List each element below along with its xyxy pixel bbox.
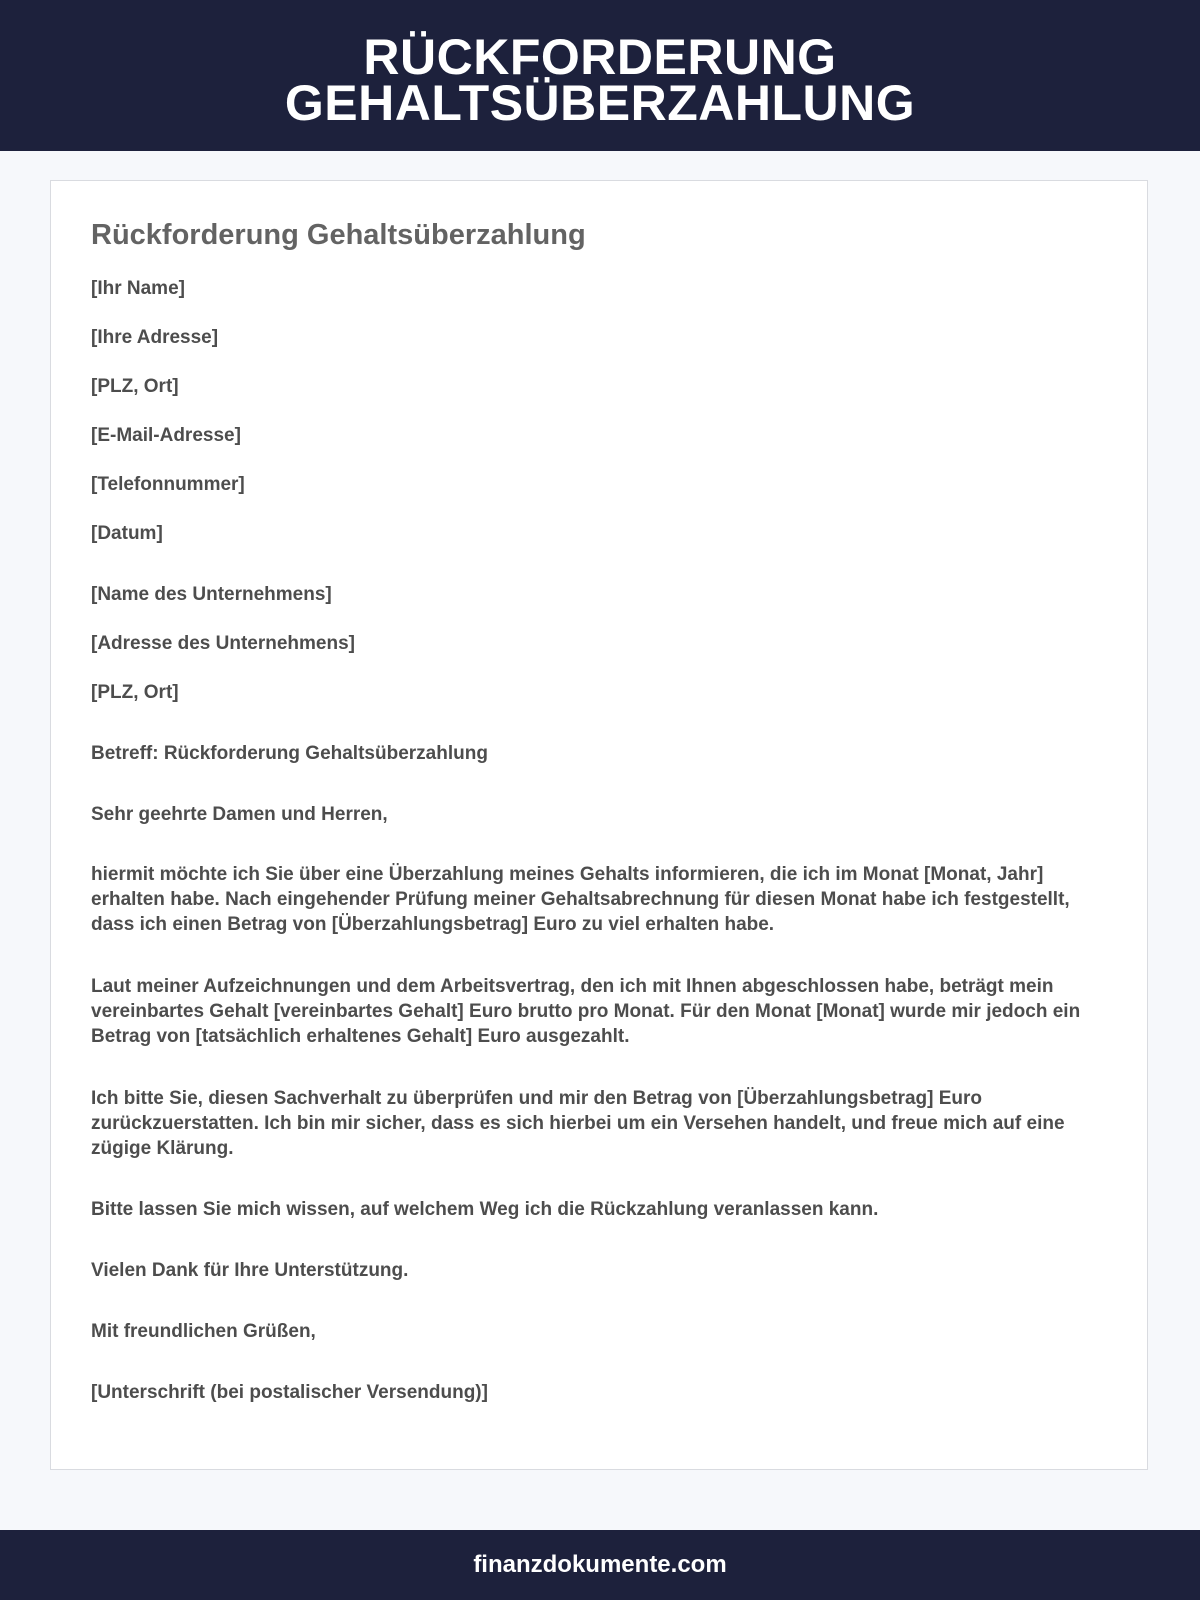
letter-date: [Datum]: [91, 523, 163, 544]
letter-card: [50, 180, 1148, 1470]
body-paragraph-3: Ich bitte Sie, diesen Sachverhalt zu überprüfen und mir den Betrag von [Überzahlungsbetrag] Euro zurückzuerstatten. Ich bin mir sicher, dass es sich hierbei um ein Versehen handelt, und freue mich auf eine zügige Klärung.: [91, 1088, 1065, 1159]
body-paragraph-2: Laut meiner Aufzeichnungen und dem Arbeitsvertrag, den ich mit Ihnen abgeschlossen habe, beträgt mein vereinbartes Gehalt [vereinbartes Gehalt] Euro brutto pro Monat. Für den Monat [Monat] wurde mir jedoch ein Betrag von [tatsächlich erhaltenes Gehalt] Euro ausgezahlt.: [91, 976, 1081, 1047]
sender-address: [Ihre Adresse]: [91, 327, 219, 348]
body-paragraph-1: hiermit möchte ich Sie über eine Überzahlung meines Gehalts informieren, die ich im Monat [Monat, Jahr] erhalten habe. Nach eingehender Prüfung meiner Gehaltsabrechnung für diesen Monat habe ich festgestellt, dass ich einen Betrag von [Überzahlungsbetrag] Euro zu viel erhalten habe.: [91, 864, 1070, 935]
document-title: Rückforderung Gehaltsüberzahlung: [91, 219, 586, 251]
sender-name: [Ihr Name]: [91, 278, 185, 299]
page-footer: [0, 1530, 1200, 1600]
body-paragraph-4: Bitte lassen Sie mich wissen, auf welchem Weg ich die Rückzahlung veranlassen kann.: [91, 1199, 879, 1220]
footer-site-link[interactable]: finanzdokumente.com: [473, 1551, 727, 1578]
page-header: [0, 0, 1200, 151]
signature-placeholder: [Unterschrift (bei postalischer Versendung)]: [91, 1382, 488, 1403]
sender-email: [E-Mail-Adresse]: [91, 425, 241, 446]
sender-zip-city: [PLZ, Ort]: [91, 376, 179, 397]
recipient-address: [Adresse des Unternehmens]: [91, 633, 355, 654]
letter-salutation: Sehr geehrte Damen und Herren,: [91, 804, 388, 825]
recipient-company: [Name des Unternehmens]: [91, 584, 332, 605]
letter-subject: Betreff: Rückforderung Gehaltsüberzahlung: [91, 743, 488, 764]
header-title: RÜCKFORDERUNG GEHALTSÜBERZAHLUNG: [284, 28, 916, 131]
recipient-zip-city: [PLZ, Ort]: [91, 682, 179, 703]
body-paragraph-5: Vielen Dank für Ihre Unterstützung.: [91, 1260, 409, 1281]
sender-phone: [Telefonnummer]: [91, 474, 245, 495]
letter-closing: Mit freundlichen Grüßen,: [91, 1321, 316, 1342]
